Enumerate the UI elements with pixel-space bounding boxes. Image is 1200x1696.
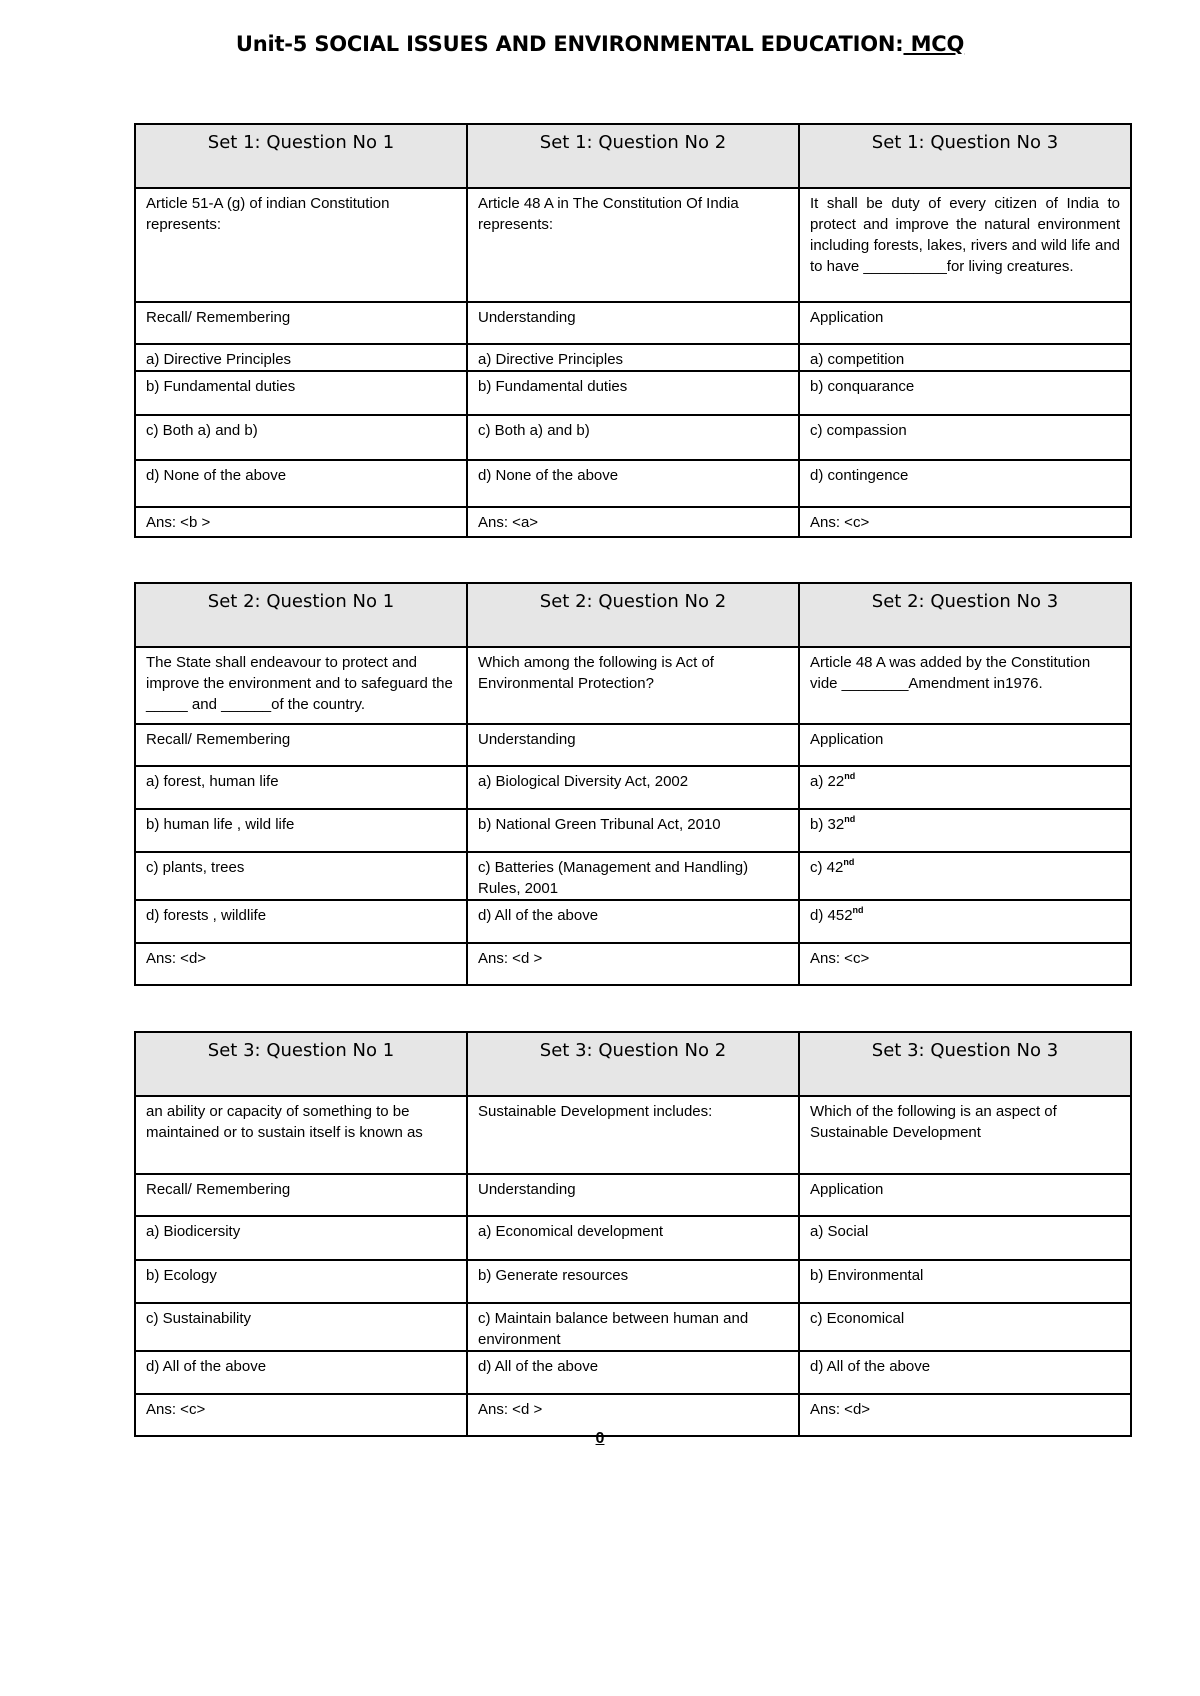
- question-text: Which among the following is Act of Environmental Protection?: [467, 647, 799, 724]
- question-set-3: [134, 1031, 1132, 1437]
- question-header: Set 1: Question No 1: [135, 124, 467, 188]
- option-d: d) All of the above: [135, 1351, 467, 1394]
- option-d: d) forests , wildlife: [135, 900, 467, 943]
- option-b: b) Environmental: [799, 1260, 1131, 1303]
- page-title: Unit-5 SOCIAL ISSUES AND ENVIRONMENTAL EDUCATION: MCQ: [235, 32, 965, 56]
- answer: Ans: <b >: [135, 507, 467, 537]
- option-c: c) 42nd: [799, 852, 1131, 900]
- ordinal-suffix: nd: [844, 771, 856, 781]
- question-set-2: [134, 582, 1132, 986]
- question-text: an ability or capacity of something to be maintained or to sustain itself is known as: [135, 1096, 467, 1174]
- question-text: It shall be duty of every citizen of India to protect and improve the natural environment including forests, lakes, rivers and wild life and to have __________for living creatures.: [799, 188, 1131, 302]
- option-a: a) forest, human life: [135, 766, 467, 809]
- option-c: c) Batteries (Management and Handling) Rules, 2001: [467, 852, 799, 900]
- option-c: c) compassion: [799, 415, 1131, 460]
- answer: Ans: <c>: [135, 1394, 467, 1436]
- answer: Ans: <c>: [799, 943, 1131, 985]
- cognitive-level: Recall/ Remembering: [135, 302, 467, 344]
- option-a: a) competition: [799, 344, 1131, 371]
- question-header: Set 2: Question No 1: [135, 583, 467, 647]
- question-header: Set 3: Question No 2: [467, 1032, 799, 1096]
- question-text: Article 48 A in The Constitution Of India represents:: [467, 188, 799, 302]
- question-text: The State shall endeavour to protect and improve the environment and to safeguard the _____ and ______of the country.: [135, 647, 467, 724]
- answer: Ans: <d >: [467, 943, 799, 985]
- option-a: a) Social: [799, 1216, 1131, 1260]
- answer: Ans: <c>: [799, 507, 1131, 537]
- answer: Ans: <a>: [467, 507, 799, 537]
- question-header: Set 2: Question No 3: [799, 583, 1131, 647]
- cognitive-level: Recall/ Remembering: [135, 1174, 467, 1216]
- option-b: b) National Green Tribunal Act, 2010: [467, 809, 799, 852]
- option-b: b) Ecology: [135, 1260, 467, 1303]
- cognitive-level: Understanding: [467, 724, 799, 766]
- cognitive-level: Understanding: [467, 302, 799, 344]
- question-set-1: [134, 123, 1132, 538]
- question-header: Set 1: Question No 2: [467, 124, 799, 188]
- ordinal-suffix: nd: [852, 905, 864, 915]
- option-a: a) Directive Principles: [135, 344, 467, 371]
- ordinal-suffix: nd: [843, 857, 855, 867]
- cognitive-level: Application: [799, 302, 1131, 344]
- option-d: d) 452nd: [799, 900, 1131, 943]
- option-c: c) Economical: [799, 1303, 1131, 1351]
- cognitive-level: Application: [799, 1174, 1131, 1216]
- question-header: Set 1: Question No 3: [799, 124, 1131, 188]
- cognitive-level: Application: [799, 724, 1131, 766]
- option-b: b) Generate resources: [467, 1260, 799, 1303]
- question-text: Article 51-A (g) of indian Constitution represents:: [135, 188, 467, 302]
- answer: Ans: <d>: [799, 1394, 1131, 1436]
- question-text: Which of the following is an aspect of Sustainable Development: [799, 1096, 1131, 1174]
- option-d: d) All of the above: [467, 1351, 799, 1394]
- option-d: d) None of the above: [467, 460, 799, 507]
- option-d: d) contingence: [799, 460, 1131, 507]
- option-b: b) 32nd: [799, 809, 1131, 852]
- question-text: Sustainable Development includes:: [467, 1096, 799, 1174]
- option-c: c) Sustainability: [135, 1303, 467, 1351]
- answer: Ans: <d>: [135, 943, 467, 985]
- option-c: c) plants, trees: [135, 852, 467, 900]
- page-number: 0: [595, 1430, 605, 1447]
- option-b: b) human life , wild life: [135, 809, 467, 852]
- cognitive-level: Recall/ Remembering: [135, 724, 467, 766]
- option-c: c) Both a) and b): [135, 415, 467, 460]
- option-c: c) Maintain balance between human and environment: [467, 1303, 799, 1351]
- question-header: Set 2: Question No 2: [467, 583, 799, 647]
- ordinal-suffix: nd: [844, 814, 856, 824]
- option-a: a) 22nd: [799, 766, 1131, 809]
- cognitive-level: Understanding: [467, 1174, 799, 1216]
- option-d: d) All of the above: [799, 1351, 1131, 1394]
- answer: Ans: <d >: [467, 1394, 799, 1436]
- option-c: c) Both a) and b): [467, 415, 799, 460]
- question-text: Article 48 A was added by the Constitution vide ________Amendment in1976.: [799, 647, 1131, 724]
- question-header: Set 3: Question No 3: [799, 1032, 1131, 1096]
- option-a: a) Biological Diversity Act, 2002: [467, 766, 799, 809]
- option-b: b) Fundamental duties: [467, 371, 799, 415]
- option-d: d) All of the above: [467, 900, 799, 943]
- option-a: a) Biodicersity: [135, 1216, 467, 1260]
- option-b: b) conquarance: [799, 371, 1131, 415]
- option-a: a) Directive Principles: [467, 344, 799, 371]
- question-header: Set 3: Question No 1: [135, 1032, 467, 1096]
- option-a: a) Economical development: [467, 1216, 799, 1260]
- option-b: b) Fundamental duties: [135, 371, 467, 415]
- option-d: d) None of the above: [135, 460, 467, 507]
